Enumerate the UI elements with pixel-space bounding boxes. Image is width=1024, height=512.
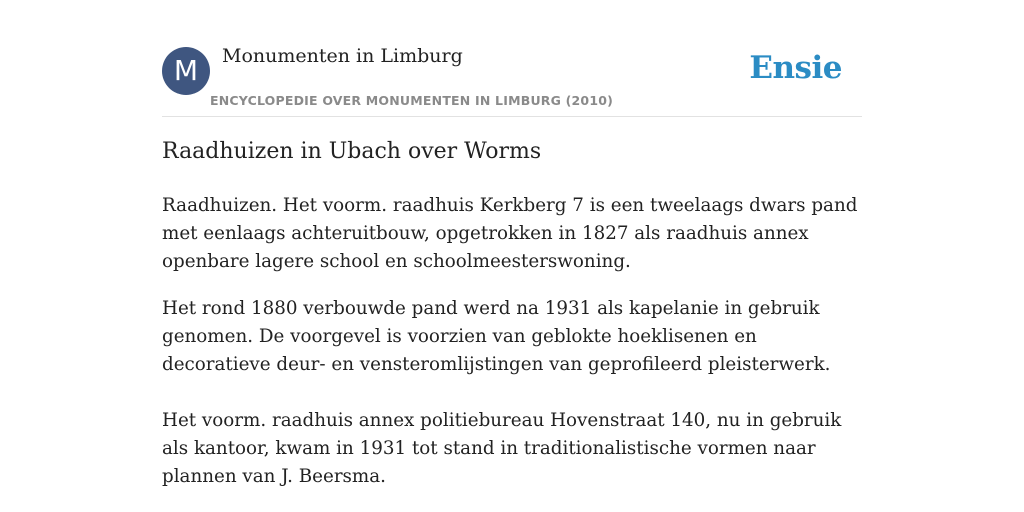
article-paragraph: Het voorm. raadhuis annex politiebureau Hovenstraat 140, nu in gebruik als kantoor, kwam in 1931 tot stand in traditionalistische vormen naar plannen van J. Beersma.: [162, 410, 842, 487]
brand-logo[interactable]: Ensie: [749, 50, 842, 86]
article-body: [162, 192, 864, 491]
site-subtitle: ENCYCLOPEDIE OVER MONUMENTEN IN LIMBURG (2010): [210, 93, 614, 108]
article-paragraph: Raadhuizen. Het voorm. raadhuis Kerkberg 7 is een tweelaags dwars pand met eenlaags achteruitbouw, opgetrokken in 1827 als raadhuis annex openbare lagere school en schoolmeesterswoning.: [162, 195, 858, 272]
site-header: [162, 0, 862, 117]
site-title[interactable]: Monumenten in Limburg: [222, 45, 463, 67]
article-paragraph: Het rond 1880 verbouwde pand werd na 1931 als kapelanie in gebruik genomen. De voorgevel is voorzien van geblokte hoeklisenen en decoratieve deur- en vensteromlijstingen van geprofileerd pleisterwerk.: [162, 298, 831, 375]
article-title: Raadhuizen in Ubach over Worms: [162, 139, 542, 164]
avatar[interactable]: M: [162, 47, 210, 95]
